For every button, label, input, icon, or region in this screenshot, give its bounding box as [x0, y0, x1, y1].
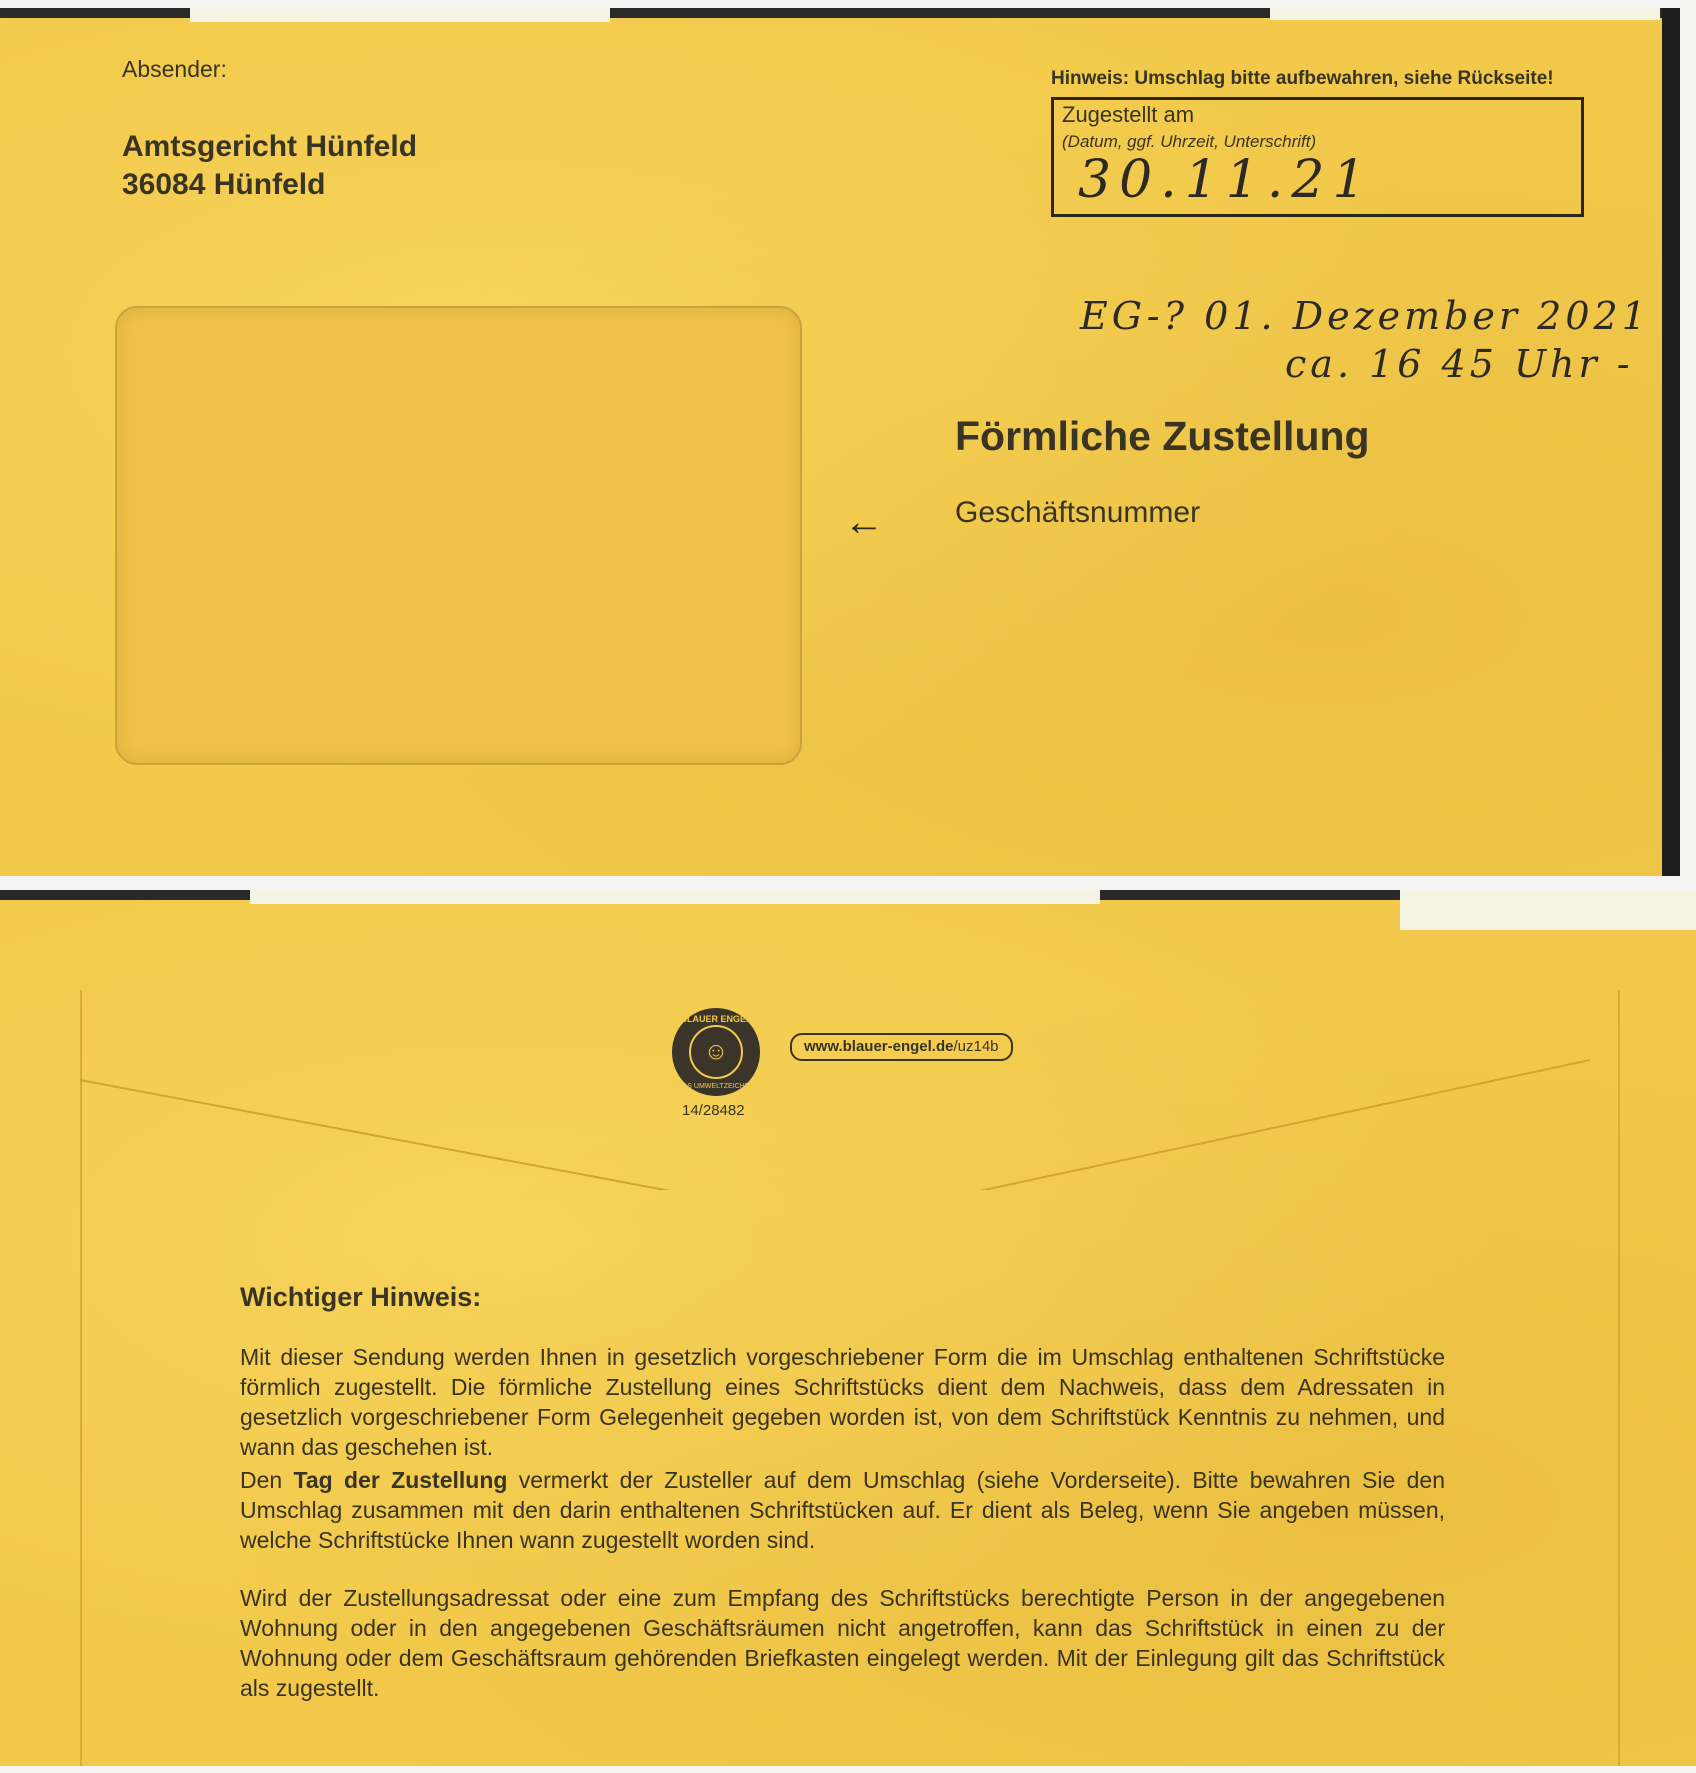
blauer-engel-url: [790, 1033, 1013, 1061]
handwritten-delivery-date: 30.11.21: [1078, 150, 1374, 210]
notice-paragraph-2: [240, 1465, 1445, 1555]
notice-title: Wichtiger Hinweis:: [240, 1282, 482, 1312]
sender-name: Amtsgericht Hünfeld: [122, 130, 418, 163]
formal-delivery-title: Förmliche Zustellung: [955, 413, 1370, 459]
url-domain: www.blauer-engel.de: [804, 1038, 954, 1055]
notice-p2-rest: vermerkt der Zusteller auf dem Umschlag (siehe Vorderseite). Bitte bewahren Sie den Umschlag zusammen mit den darin enthaltenen Schriftstücken auf. Er dient als Beleg, wenn Sie angeben müssen, welche Schriftstücke Ihnen wann zugestellt worden sind.: [240, 1467, 1445, 1553]
envelope-back: [0, 890, 1696, 1766]
address-window: [115, 306, 802, 765]
handwritten-note-line1: EG-? 01. Dezember 2021: [1080, 294, 1650, 338]
arrow-left-icon: ←: [844, 500, 884, 544]
delivery-date-title: Zugestellt am: [1062, 102, 1195, 127]
seal-number: 14/28482: [682, 1102, 745, 1119]
sender-label: Absender:: [122, 56, 227, 82]
torn-paper-edge: [1270, 8, 1660, 20]
notice-p2-bold: Tag der Zustellung: [293, 1467, 508, 1493]
notice-paragraph-1: Mit dieser Sendung werden Ihnen in gesetzlich vorgeschriebener Form die im Umschlag enthaltenen Schriftstücke förmlich zugestellt. Die förmliche Zustellung eines Schriftstücks dient dem Nachweis, dass dem Adressaten in gesetzlich vorgeschriebener Form Gelegenheit gegeben worden ist, von dem Schriftstück Kenntnis zu nehmen, und wann das geschehen ist.: [240, 1344, 1445, 1460]
environment-emblem-icon: ☺: [689, 1025, 743, 1079]
delivery-date-instructions: (Datum, ggf. Uhrzeit, Unterschrift): [1062, 132, 1317, 151]
keep-envelope-hint: Hinweis: Umschlag bitte aufbewahren, siehe Rückseite!: [1051, 68, 1554, 89]
case-number-label: Geschäftsnummer: [955, 496, 1201, 529]
seal-top-text: BLAUER ENGEL: [680, 1014, 752, 1024]
sender-address: [122, 128, 417, 204]
torn-paper-edge: [190, 8, 610, 22]
blauer-engel-seal: [672, 1008, 760, 1096]
delivery-date-box: [1051, 97, 1584, 217]
notice-p2-prefix: Den: [240, 1467, 294, 1493]
envelope-front: [0, 8, 1680, 876]
url-path: /uz14b: [953, 1038, 999, 1055]
notice-paragraph-3: Wird der Zustellungsadressat oder eine zum Empfang des Schriftstücks berechtigte Person in der angegebenen Wohnung oder in den angegebenen Geschäftsräumen nicht angetroffen, kann das Schriftstück in einen zu der Wohnung oder dem Geschäftsraum gehörenden Briefkasten eingelegt werden. Mit der Einlegung gilt das Schriftstück als zugestellt.: [240, 1585, 1445, 1701]
seal-bottom-text: DAS UMWELTZEICHEN: [677, 1083, 755, 1090]
sender-city: 36084 Hünfeld: [122, 168, 326, 201]
handwritten-note-line2: ca. 16 45 Uhr -: [1285, 342, 1634, 386]
